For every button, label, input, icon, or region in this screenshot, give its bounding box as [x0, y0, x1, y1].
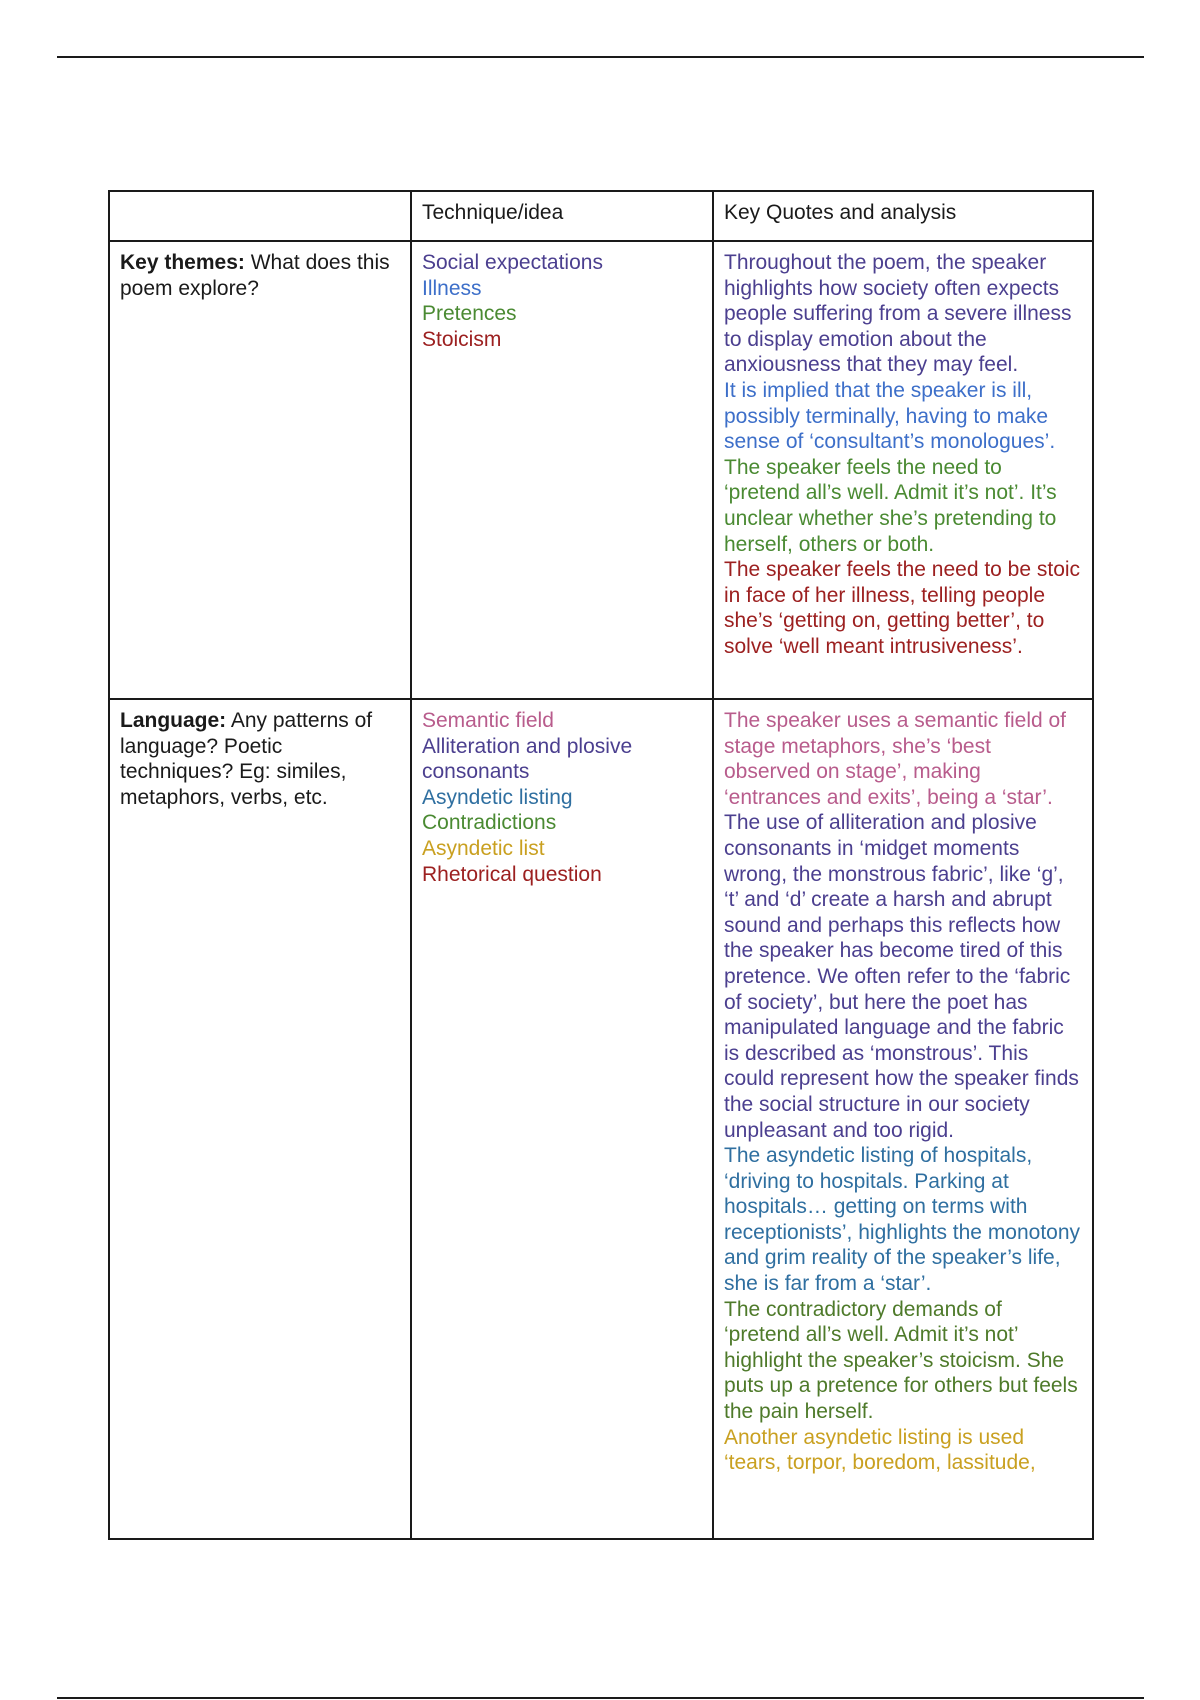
technique-item: Contradictions: [422, 811, 557, 835]
header-cell-technique: Technique/idea: [411, 191, 713, 241]
analysis-paragraph: Another asyndetic listing is used ‘tears, torpor, boredom, lassitude,: [724, 1425, 1036, 1475]
poem-analysis-table: [108, 190, 1094, 1540]
row-label: [109, 241, 411, 699]
technique-item: Social expectations: [422, 251, 603, 274]
row-label-heading: Key themes:: [120, 251, 245, 274]
analysis-paragraph: The use of alliteration and plosive consonants in ‘midget moments wrong, the monstrous fabric’, like ‘g’, ‘t’ and ‘d’ create a harsh and abrupt sound and perhaps this reflects how the speaker has become tired of this pretence. We often refer to the ‘fabric of society’, but here the poet has manipulated language and the fabric is described as ‘monstrous’. This could represent how the speaker finds the social structure in our society unpleasant and too rigid.: [724, 811, 1079, 1142]
technique-item: Alliteration and plosive consonants: [422, 734, 633, 784]
row-key-themes: [109, 241, 1093, 699]
techniques-cell: [411, 241, 713, 699]
header-cell-quotes: Key Quotes and analysis: [713, 191, 1093, 241]
row-label: [109, 699, 411, 1539]
technique-item: Semantic field: [422, 709, 554, 732]
row-label-text: What does this poem explore?: [120, 251, 390, 300]
row-label-heading: Language:: [120, 709, 227, 732]
analysis-paragraph: The asyndetic listing of hospitals, ‘driving to hospitals. Parking at hospitals… getting on terms with receptionists’, highlights the monotony and grim reality of the speaker’s life, she is far from a ‘star’.: [724, 1144, 1081, 1296]
analysis-paragraph: The contradictory demands of ‘pretend all’s well. Admit it’s not’ highlight the speaker’s stoicism. She puts up a pretence for others but feels the pain herself.: [724, 1297, 1078, 1424]
row-language: [109, 699, 1093, 1539]
quotes-cell: [713, 241, 1093, 699]
analysis-paragraph: Throughout the poem, the speaker highlights how society often expects people suffering from a severe illness to display emotion about the anxiousness that they may feel.: [724, 251, 1072, 377]
header-row: [109, 191, 1093, 241]
row-label-text: Any patterns of language? Poetic techniques? Eg: similes, metaphors, verbs, etc.: [120, 709, 373, 809]
analysis-paragraph: The speaker feels the need to ‘pretend all’s well. Admit it’s not’. It’s unclear whether she’s pretending to herself, others or both.: [724, 455, 1057, 556]
technique-item: Pretences: [422, 302, 517, 326]
technique-item: Rhetorical question: [422, 862, 602, 886]
quotes-cell: [713, 699, 1093, 1539]
technique-item: Stoicism: [422, 327, 502, 351]
analysis-paragraph: It is implied that the speaker is ill, possibly terminally, having to make sense of ‘consultant’s monologues’.: [724, 378, 1056, 454]
techniques-cell: [411, 699, 713, 1539]
top-rule: [57, 56, 1144, 58]
technique-item: Illness: [422, 276, 482, 300]
header-cell-empty: [109, 191, 411, 241]
bottom-rule: [57, 1697, 1144, 1699]
technique-item: Asyndetic list: [422, 836, 545, 860]
analysis-paragraph: The speaker uses a semantic field of stage metaphors, she’s ‘best observed on stage’, making ‘entrances and exits’, being a ‘star’.: [724, 709, 1067, 809]
technique-item: Asyndetic listing: [422, 785, 573, 809]
analysis-paragraph: The speaker feels the need to be stoic in face of her illness, telling people she’s ‘getting on, getting better’, to solve ‘well meant intrusiveness’.: [724, 558, 1081, 658]
